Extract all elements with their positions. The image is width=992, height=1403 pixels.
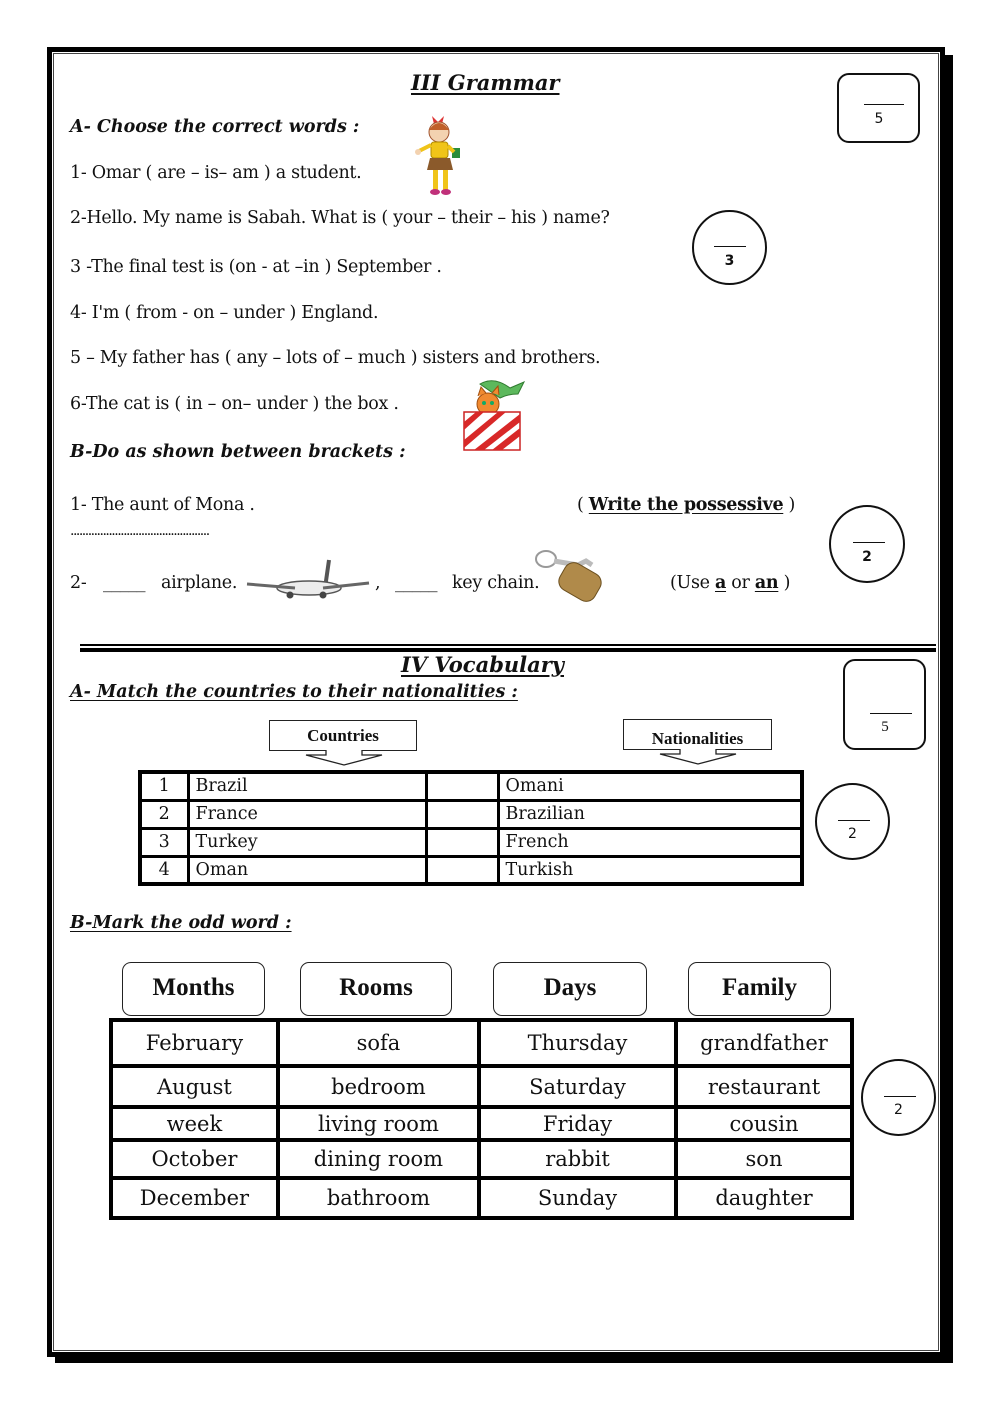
grammar-section-b-heading: B-Do as shown between brackets : (70, 442, 406, 462)
table-row (111, 1178, 852, 1218)
score-blank-line (853, 542, 885, 543)
word-cell[interactable]: living room (278, 1107, 479, 1140)
word-cell[interactable]: bathroom (278, 1178, 479, 1218)
nationalities-label: Nationalities (623, 719, 772, 750)
grammar-score-box (837, 73, 920, 143)
comma: , (375, 573, 381, 593)
word-cell[interactable]: son (676, 1140, 852, 1178)
word-cell[interactable]: Thursday (479, 1020, 676, 1066)
word-key-chain: key chain. (452, 573, 540, 593)
category-months: Months (122, 962, 265, 1016)
grammar-b-item-1: 1- The aunt of Mona . (70, 495, 255, 515)
instruction-text: ) (778, 573, 791, 593)
word-cell[interactable]: Sunday (479, 1178, 676, 1218)
table-row (111, 1020, 852, 1066)
grammar-item-6: 6-The cat is ( in – on– under ) the box . (70, 394, 399, 414)
instruction-text: (Use (670, 573, 715, 593)
row-number: 3 (140, 828, 188, 856)
grammar-item-5: 5 – My father has ( any – lots of – much ) sisters and brothers. (70, 348, 601, 368)
country-cell: Turkey (188, 828, 426, 856)
vocabulary-section-a-heading: A- Match the countries to their nationalities : (70, 682, 518, 702)
vocabulary-b-score-circle (861, 1059, 936, 1136)
table-row (140, 800, 802, 828)
answer-dotted-line[interactable]: ............................................... (70, 523, 209, 539)
grammar-a-score-circle (692, 210, 767, 285)
score-total: 3 (724, 253, 735, 269)
use-a-or-an-instruction (670, 573, 790, 593)
score-total: 5 (874, 111, 884, 127)
grammar-b-score-circle (829, 505, 905, 583)
country-cell: Oman (188, 856, 426, 884)
table-row (111, 1140, 852, 1178)
category-days: Days (493, 962, 647, 1016)
word-cell[interactable]: sofa (278, 1020, 479, 1066)
word-cell[interactable]: December (111, 1178, 278, 1218)
word-cell[interactable]: August (111, 1066, 278, 1107)
section-divider (80, 644, 936, 652)
key-chain-illustration (532, 547, 606, 607)
grammar-item-1: 1- Omar ( are – is– am ) a student. (70, 163, 362, 183)
answer-cell[interactable] (426, 800, 498, 828)
score-blank-line (714, 246, 746, 247)
score-blank-line (864, 104, 904, 105)
category-rooms: Rooms (300, 962, 452, 1016)
country-cell: Brazil (188, 772, 426, 800)
arrow-down-icon (658, 749, 738, 765)
countries-label: Countries (269, 720, 417, 751)
table-row (140, 772, 802, 800)
word-cell[interactable]: October (111, 1140, 278, 1178)
word-cell[interactable]: bedroom (278, 1066, 479, 1107)
word-cell[interactable]: daughter (676, 1178, 852, 1218)
grammar-item-3: 3 -The final test is (on - at –in ) September . (70, 257, 442, 277)
option-an: an (754, 573, 779, 593)
answer-cell[interactable] (426, 828, 498, 856)
table-row (111, 1107, 852, 1140)
countries-match-table (138, 770, 804, 886)
score-blank-line (870, 713, 912, 714)
score-blank-line (838, 820, 870, 821)
vocabulary-title: IV Vocabulary (401, 652, 564, 677)
word-cell[interactable]: dining room (278, 1140, 479, 1178)
category-family: Family (688, 962, 831, 1016)
word-cell[interactable]: Friday (479, 1107, 676, 1140)
word-cell[interactable]: week (111, 1107, 278, 1140)
grammar-item-2: 2-Hello. My name is Sabah. What is ( your – their – his ) name? (70, 208, 610, 228)
table-row (111, 1066, 852, 1107)
blank-airplane[interactable]: _____ (103, 573, 146, 593)
grammar-b-item-2-prefix: 2- (70, 573, 87, 593)
blank-key-chain[interactable]: _____ (395, 573, 438, 593)
word-cell[interactable]: February (111, 1020, 278, 1066)
vocabulary-a-score-circle (815, 783, 890, 860)
score-total: 5 (881, 719, 889, 735)
answer-cell[interactable] (426, 856, 498, 884)
word-cell[interactable]: cousin (676, 1107, 852, 1140)
nationality-cell: Turkish (498, 856, 802, 884)
vocabulary-section-b-heading: B-Mark the odd word : (70, 913, 292, 933)
table-row (140, 828, 802, 856)
nationality-cell: Omani (498, 772, 802, 800)
score-blank-line (884, 1096, 916, 1097)
country-cell: France (188, 800, 426, 828)
grammar-item-4: 4- I'm ( from - on – under ) England. (70, 303, 379, 323)
grammar-section-a-heading: A- Choose the correct words : (70, 117, 360, 137)
score-total: 2 (848, 826, 857, 842)
word-airplane: airplane. (161, 573, 238, 593)
odd-word-table (109, 1018, 854, 1220)
answer-cell[interactable] (426, 772, 498, 800)
table-row (140, 856, 802, 884)
cat-in-box-illustration (462, 378, 534, 452)
bracket-close: ) (783, 495, 796, 515)
word-cell[interactable]: rabbit (479, 1140, 676, 1178)
instruction-text: or (726, 573, 755, 593)
girl-student-illustration (412, 112, 470, 202)
word-cell[interactable]: restaurant (676, 1066, 852, 1107)
score-total: 2 (894, 1102, 903, 1118)
nationality-cell: Brazilian (498, 800, 802, 828)
nationality-cell: French (498, 828, 802, 856)
row-number: 2 (140, 800, 188, 828)
airplane-illustration (245, 558, 371, 602)
word-cell[interactable]: grandfather (676, 1020, 852, 1066)
arrow-down-icon (304, 750, 384, 766)
row-number: 1 (140, 772, 188, 800)
grammar-title: III Grammar (411, 70, 560, 95)
vocabulary-score-box (843, 659, 926, 750)
score-total: 2 (862, 549, 872, 565)
possessive-instruction (577, 495, 795, 515)
word-cell[interactable]: Saturday (479, 1066, 676, 1107)
instruction-write-possessive: Write the possessive (588, 495, 784, 515)
bracket-open: ( (577, 495, 589, 515)
option-a: a (714, 573, 727, 593)
row-number: 4 (140, 856, 188, 884)
